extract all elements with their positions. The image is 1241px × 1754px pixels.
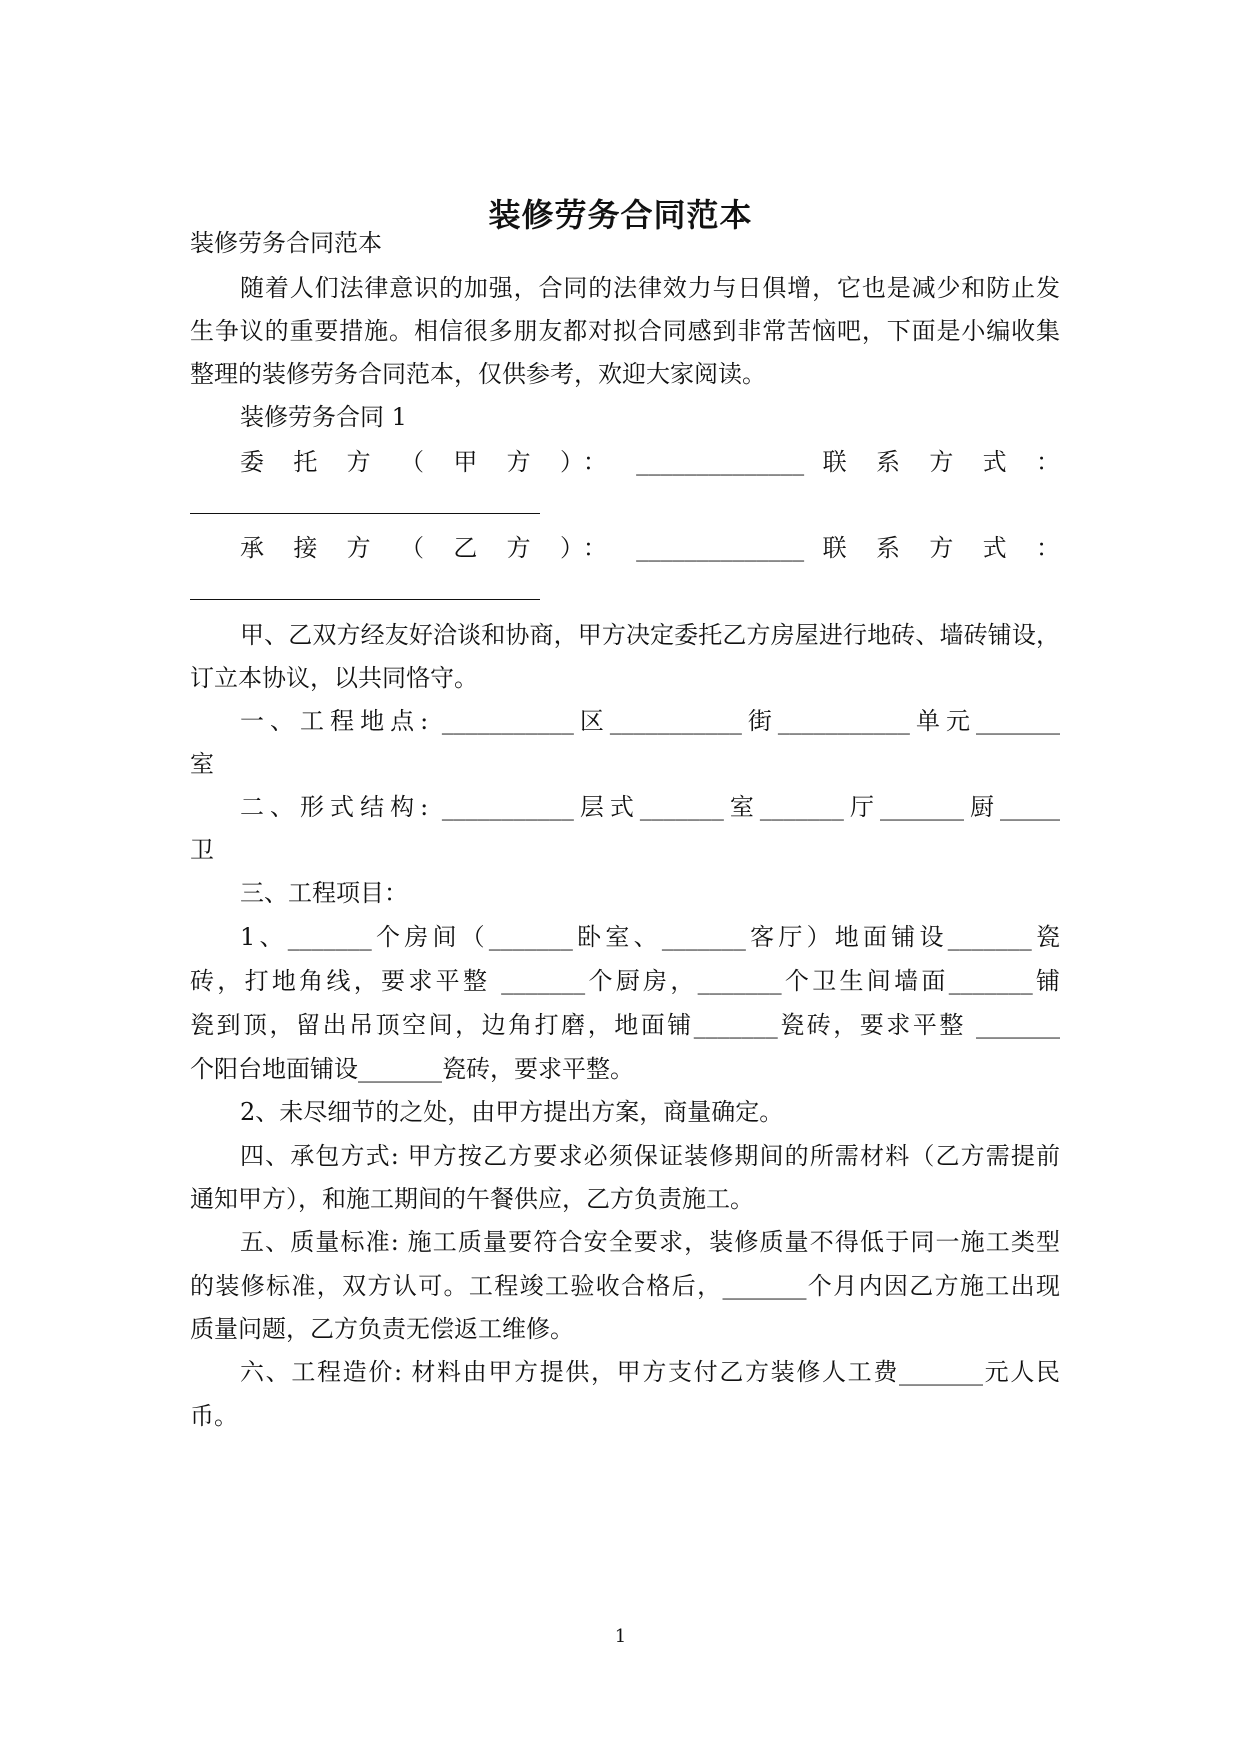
paragraph-line: 生争议的重要措施。相信很多朋友都对拟合同感到非常苦恼吧，下面是小编收集	[190, 317, 1060, 345]
clause-line: 通知甲方），和施工期间的午餐供应，乙方负责施工。	[190, 1185, 754, 1213]
clause-line: 2、未尽细节的之处，由甲方提出方案，商量确定。	[240, 1098, 784, 1126]
paragraph-line: 甲、乙双方经友好洽谈和协商，甲方决定委托乙方房屋进行地砖、墙砖铺设，	[240, 621, 1060, 649]
clause-line: 的装修标准，双方认可。工程竣工验收合格后，_______个月内因乙方施工出现	[190, 1272, 1060, 1300]
clause-line: 个阳台地面铺设_______瓷砖，要求平整。	[190, 1055, 634, 1083]
paragraph-line: 订立本协议，以共同恪守。	[190, 664, 478, 692]
clause-line: 一、工程地点: ___________区___________街___________单元_______	[240, 707, 1060, 735]
clause-line: 四、承包方式: 甲方按乙方要求必须保证装修期间的所需材料（乙方需提前	[240, 1142, 1060, 1170]
clause-line: 1、_______个房间（_______卧室、_______客厅）地面铺设_______瓷	[240, 923, 1060, 951]
clause-line: 六、工程造价: 材料由甲方提供，甲方支付乙方装修人工费_______元人民	[240, 1358, 1060, 1386]
party-a-line: 委 托 方 （ 甲 方 ）： ______________ 联 系 方 式 ：	[240, 448, 1060, 476]
clause-line: 室	[190, 750, 214, 778]
clause-line: 三、工程项目：	[240, 879, 408, 907]
subtitle-line: 装修劳务合同范本	[190, 229, 382, 257]
page-number: 1	[614, 1626, 627, 1647]
paragraph-line: 随着人们法律意识的加强，合同的法律效力与日俱增，它也是减少和防止发	[240, 274, 1060, 302]
paragraph-line: 整理的装修劳务合同范本，仅供参考，欢迎大家阅读。	[190, 360, 766, 388]
clause-line: 质量问题，乙方负责无偿返工维修。	[190, 1315, 574, 1343]
clause-line: 瓷到顶，留出吊顶空间，边角打磨，地面铺_______瓷砖，要求平整 _______	[190, 1011, 1060, 1039]
clause-line: 二、形式结构: ___________层式_______室_______厅_______厨_____	[240, 793, 1060, 821]
clause-line: 卫	[190, 836, 214, 864]
contact-blank-line	[190, 599, 540, 600]
party-b-line: 承 接 方 （ 乙 方 ）： ______________ 联 系 方 式 ：	[240, 534, 1060, 562]
contract-heading: 装修劳务合同 1	[240, 403, 407, 431]
document-title: 装修劳务合同范本	[488, 196, 753, 234]
clause-line: 币。	[190, 1402, 238, 1430]
clause-line: 砖，打地角线，要求平整 _______个厨房，_______个卫生间墙面_______铺	[190, 967, 1060, 995]
clause-line: 五、质量标准: 施工质量要符合安全要求，装修质量不得低于同一施工类型	[240, 1228, 1060, 1256]
contact-blank-line	[190, 513, 540, 514]
